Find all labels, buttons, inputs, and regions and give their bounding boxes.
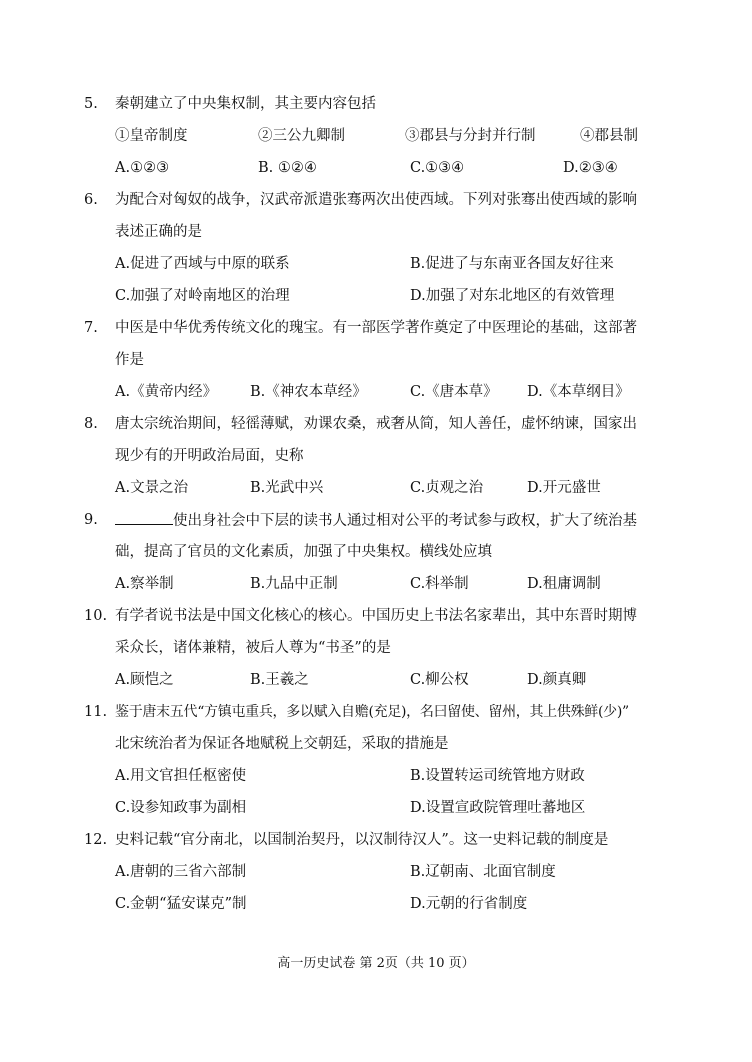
question-stem: 现少有的开明政治局面，史称 xyxy=(115,448,304,464)
statement-item: ③郡县与分封并行制 xyxy=(405,128,536,144)
answer-option: B.促进了与东南亚各国友好往来 xyxy=(410,256,614,272)
answer-option: C.科举制 xyxy=(410,576,469,592)
answer-option: A.①②③ xyxy=(115,160,170,176)
answer-option: D.②③④ xyxy=(563,160,618,176)
question-stem: 采众长，诸体兼精，被后人尊为“书圣”的是 xyxy=(115,640,391,656)
question-number: 7. xyxy=(84,320,98,336)
answer-option: B. ①②④ xyxy=(258,160,317,176)
statement-item: ④郡县制 xyxy=(580,128,638,144)
question-stem: 作是 xyxy=(115,352,144,368)
question-number: 9. xyxy=(84,512,98,528)
answer-option: B.九品中正制 xyxy=(250,576,338,592)
answer-option: C.加强了对岭南地区的治理 xyxy=(115,288,290,304)
answer-option: A.唐朝的三省六部制 xyxy=(115,864,247,880)
answer-option: D.加强了对东北地区的有效管理 xyxy=(410,288,615,304)
answer-option: A.用文官担任枢密使 xyxy=(115,768,247,784)
answer-option: D.元朝的行省制度 xyxy=(410,896,528,912)
question-number: 11. xyxy=(84,704,108,720)
question-stem: 秦朝建立了中央集权制，其主要内容包括 xyxy=(115,96,376,112)
answer-option: C.柳公权 xyxy=(410,672,469,688)
question-stem: 史料记载“官分南北，以国制治契丹，以汉制待汉人”。这一史料记载的制度是 xyxy=(115,832,609,848)
answer-option: B.光武中兴 xyxy=(250,480,324,496)
question-number: 6. xyxy=(84,192,98,208)
question-stem: 础，提高了官员的文化素质，加强了中央集权。横线处应填 xyxy=(115,544,492,560)
answer-option: A.文景之治 xyxy=(115,480,189,496)
answer-option: A.顾恺之 xyxy=(115,672,174,688)
question-stem: 为配合对匈奴的战争，汉武帝派遣张骞两次出使西域。下列对张骞出使西域的影响 xyxy=(115,192,637,208)
answer-option: A.促进了西域与中原的联系 xyxy=(115,256,290,272)
answer-option: B.设置转运司统管地方财政 xyxy=(410,768,585,784)
answer-option: C.贞观之治 xyxy=(410,480,484,496)
question-number: 10. xyxy=(84,608,108,624)
fill-blank xyxy=(115,510,173,525)
question-stem: 中医是中华优秀传统文化的瑰宝。有一部医学著作奠定了中医理论的基础，这部著 xyxy=(115,320,637,336)
question-number: 8. xyxy=(84,416,98,432)
answer-option: D.开元盛世 xyxy=(527,480,601,496)
answer-option: C.①③④ xyxy=(410,160,465,176)
answer-option: D.颜真卿 xyxy=(527,672,587,688)
answer-option: C.金朝“猛安谋克”制 xyxy=(115,896,247,912)
question-stem: 唐太宗统治期间，轻徭薄赋，劝课农桑，戒奢从简，知人善任，虚怀纳谏，国家出 xyxy=(115,416,637,432)
answer-option: C.设参知政事为副相 xyxy=(115,800,247,816)
statement-item: ①皇帝制度 xyxy=(115,128,188,144)
question-stem xyxy=(115,510,637,531)
question-stem: 有学者说书法是中国文化核心的核心。中国历史上书法名家辈出，其中东晋时期博 xyxy=(115,608,637,624)
question-number: 5. xyxy=(84,96,98,112)
answer-option: A.察举制 xyxy=(115,576,174,592)
question-number: 12. xyxy=(84,832,108,848)
answer-option: C.《唐本草》 xyxy=(410,384,498,400)
question-stem: 表述正确的是 xyxy=(115,224,202,240)
answer-option: D.《本草纲目》 xyxy=(527,384,630,400)
page-footer: 高一历史试卷 第 2页（共 10 页） xyxy=(277,956,475,971)
question-stem: 北宋统治者为保证各地赋税上交朝廷，采取的措施是 xyxy=(115,736,449,752)
answer-option: A.《黄帝内经》 xyxy=(115,384,218,400)
answer-option: D.设置宣政院管理吐蕃地区 xyxy=(410,800,586,816)
statement-item: ②三公九卿制 xyxy=(258,128,345,144)
answer-option: B.《神农本草经》 xyxy=(250,384,367,400)
answer-option: B.王羲之 xyxy=(250,672,309,688)
answer-option: B.辽朝南、北面官制度 xyxy=(410,864,556,880)
question-stem: 鉴于唐末五代“方镇屯重兵，多以赋入自赡(充足)，名曰留使、留州，其上供殊鲜(少)” xyxy=(115,704,629,720)
question-stem-text: 使出身社会中下层的读书人通过相对公平的考试参与政权，扩大了统治基 xyxy=(173,513,637,529)
answer-option: D.租庸调制 xyxy=(527,576,601,592)
